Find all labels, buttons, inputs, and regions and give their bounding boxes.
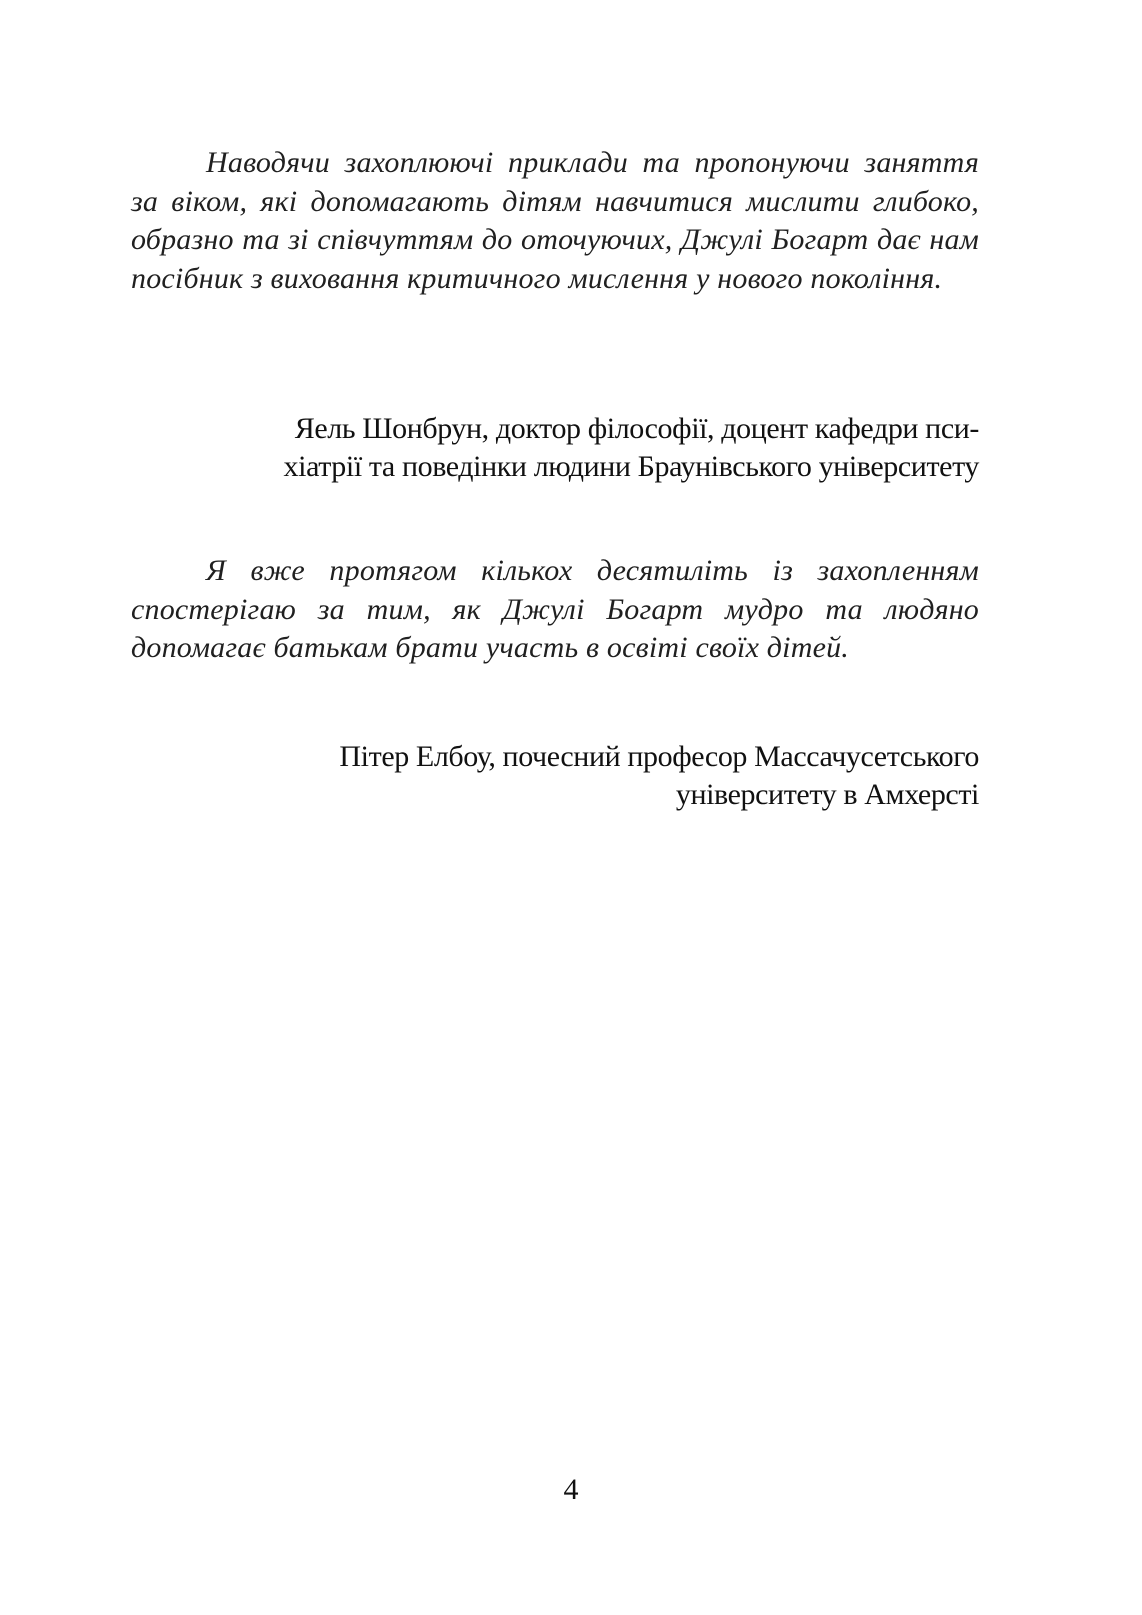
attribution-line: Пітер Елбоу, почесний професор Массачусетського (339, 740, 979, 773)
page-number: 4 (563, 1473, 579, 1506)
quote-text: Наводячи захоплюючі приклади та пропонуючи заняття за віком, які допомагають дітям навчитися мислити глибоко, образно та зі співчуттям до оточуючих, Джулі Богарт дає нам посібник з виховання критичного мислення у нового покоління. (131, 146, 979, 295)
endorsement-quote-1 (131, 144, 979, 298)
attribution-line: хіатрії та поведінки людини Браунівського університету (283, 450, 979, 483)
attribution-line: Яель Шонбрун, доктор філософії, доцент кафедри пси- (294, 412, 979, 445)
endorsement-quote-2 (131, 552, 979, 668)
endorsement-attribution-2 (131, 738, 979, 814)
endorsement-attribution-1 (131, 410, 979, 486)
attribution-line: університету в Амхерсті (675, 778, 979, 811)
quote-text: Я вже протягом кількох десятиліть із захопленням спостерігаю за тим, як Джулі Богарт мудро та людяно допомагає батькам брати участь в освіті своїх дітей. (131, 554, 979, 664)
